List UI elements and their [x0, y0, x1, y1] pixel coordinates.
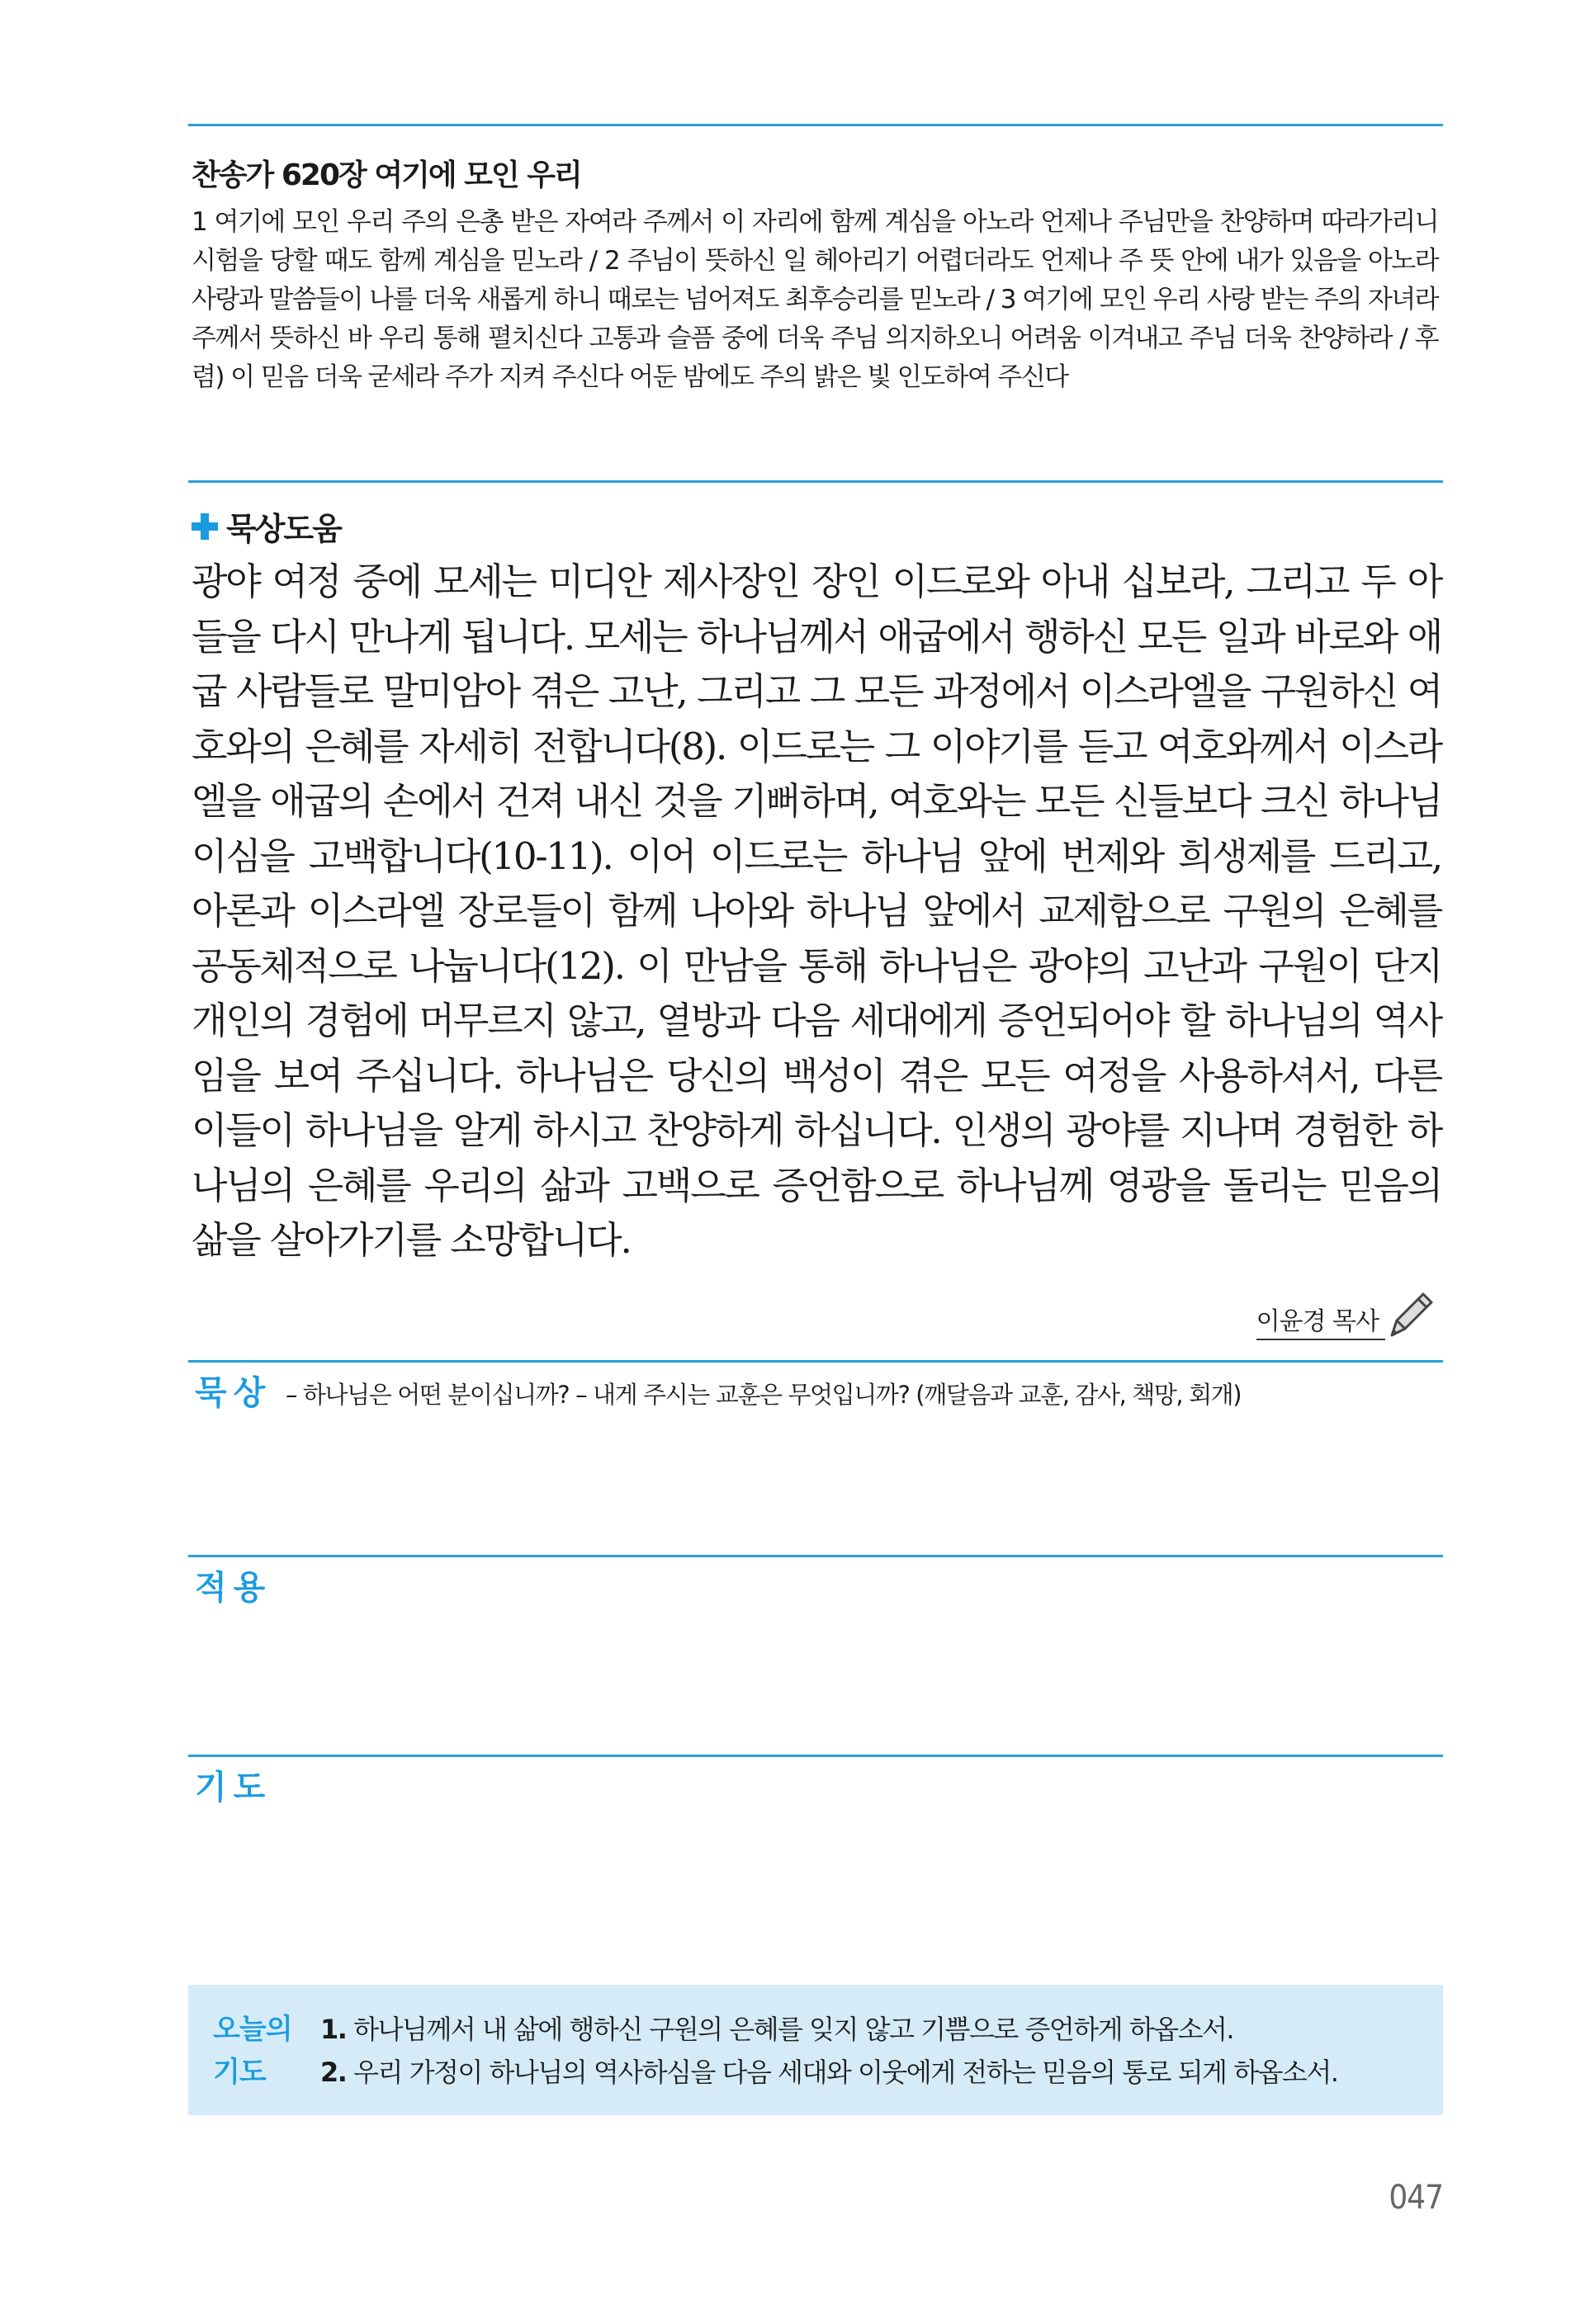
prayer-item-text: 하나님께서 내 삶에 행하신 구원의 은혜를 잊지 않고 기쁨으로 증언하게 하옵소서.: [346, 2014, 1234, 2045]
author-name: 이윤경 목사: [1256, 1301, 1385, 1340]
meditation-body: 광야 여정 중에 모세는 미디안 제사장인 장인 이드로와 아내 십보라, 그리고 두 아들을 다시 만나게 됩니다. 모세는 하나님께서 애굽에서 행하신 모든 일과 바로와 애굽 사람들로 말미암아 겪은 고난, 그리고 그 모든 과정에서 이스라엘을 구원하신 여호와의 은혜를 자세히 전합니다(8). 이드로는 그 이야기를 듣고 여호와께서 이스라엘을 애굽의 손에서 건져 내신 것을 기뻐하며, 여호와는 모든 신들보다 크신 하나님이심을 고백합니다(10-11). 이어 이드로는 하나님 앞에 번제와 희생제를 드리고, 아론과 이스라엘 장로들이 함께 나아와 하나님 앞에서 교제함으로 구원의 은혜를 공동체적으로 나눕니다(12). 이 만남을 통해 하나님은 광야의 고난과 구원이 단지 개인의 경험에 머무르지 않고, 열방과 다음 세대에게 증언되어야 할 하나님의 역사임을 보여 주십니다. 하나님은 당신의 백성이 겪은 모든 여정을 사용하셔서, 다른 이들이 하나님을 알게 하시고 찬양하게 하십니다. 인생의 광야를 지나며 경험한 하나님의 은혜를 우리의 삶과 고백으로 증언함으로 하나님께 영광을 돌리는 믿음의 삶을 살아가기를 소망합니다.: [192, 560, 1441, 1262]
today-prayer-items: [320, 2008, 1337, 2094]
today-prayer-label-line1: 오늘의: [213, 2013, 292, 2046]
today-prayer-label-line2: 기도: [213, 2056, 266, 2089]
muksang-label: 묵상: [195, 1374, 272, 1412]
prayer-item-number: 2.: [320, 2057, 347, 2088]
muksang-questions: – 하나님은 어떤 분이십니까? – 내게 주시는 교훈은 무엇입니까? (깨달음과 교훈, 감사, 책망, 회개): [286, 1381, 1242, 1409]
meditation-title: 묵상도움: [226, 511, 341, 547]
today-prayer-label: [213, 2008, 292, 2094]
meditation-header: [192, 503, 341, 549]
prayer-rule: [188, 1755, 1443, 1757]
hymn-section: [192, 155, 1438, 397]
prayer-label: 기도: [195, 1769, 272, 1807]
hymn-lyrics: 1 여기에 모인 우리 주의 은총 받은 자여라 주께서 이 자리에 함께 계심을 아노라 언제나 주님만을 찬양하며 따라가리니 시험을 당할 때도 함께 계심을 믿노라 / 2 주님이 뜻하신 일 헤아리기 어렵더라도 언제나 주 뜻 안에 내가 있음을 아노라 사랑과 말씀들이 나를 더욱 새롭게 하니 때로는 넘어져도 최후승리를 믿노라 / 3 여기에 모인 우리 사랑 받는 주의 자녀라 주께서 뜻하신 바 우리 통해 펼치신다 고통과 슬픔 중에 더욱 주님 의지하오니 어려움 이겨내고 주님 더욱 찬양하라 / 후렴) 이 믿음 더욱 굳세라 주가 지켜 주신다 어둔 밤에도 주의 밝은 빛 인도하여 주신다: [192, 207, 1438, 392]
today-prayer-box: [188, 1985, 1443, 2115]
application-rule: [188, 1555, 1443, 1557]
author-signature: [1256, 1287, 1438, 1340]
top-rule: [188, 124, 1443, 126]
muksang-rule: [188, 1360, 1443, 1363]
application-label: 적용: [195, 1569, 272, 1607]
plus-icon: [192, 513, 218, 540]
pencil-icon: [1385, 1287, 1438, 1340]
prayer-item: [320, 2008, 1337, 2051]
prayer-item: [320, 2051, 1337, 2094]
hymn-title: 찬송가 620장 여기에 모인 우리: [192, 158, 581, 192]
prayer-item-text: 우리 가정이 하나님의 역사하심을 다음 세대와 이웃에게 전하는 믿음의 통로 되게 하옵소서.: [346, 2057, 1338, 2088]
hymn-bottom-rule: [188, 480, 1443, 483]
page-number: 047: [1389, 2179, 1443, 2217]
prayer-item-number: 1.: [320, 2014, 347, 2045]
